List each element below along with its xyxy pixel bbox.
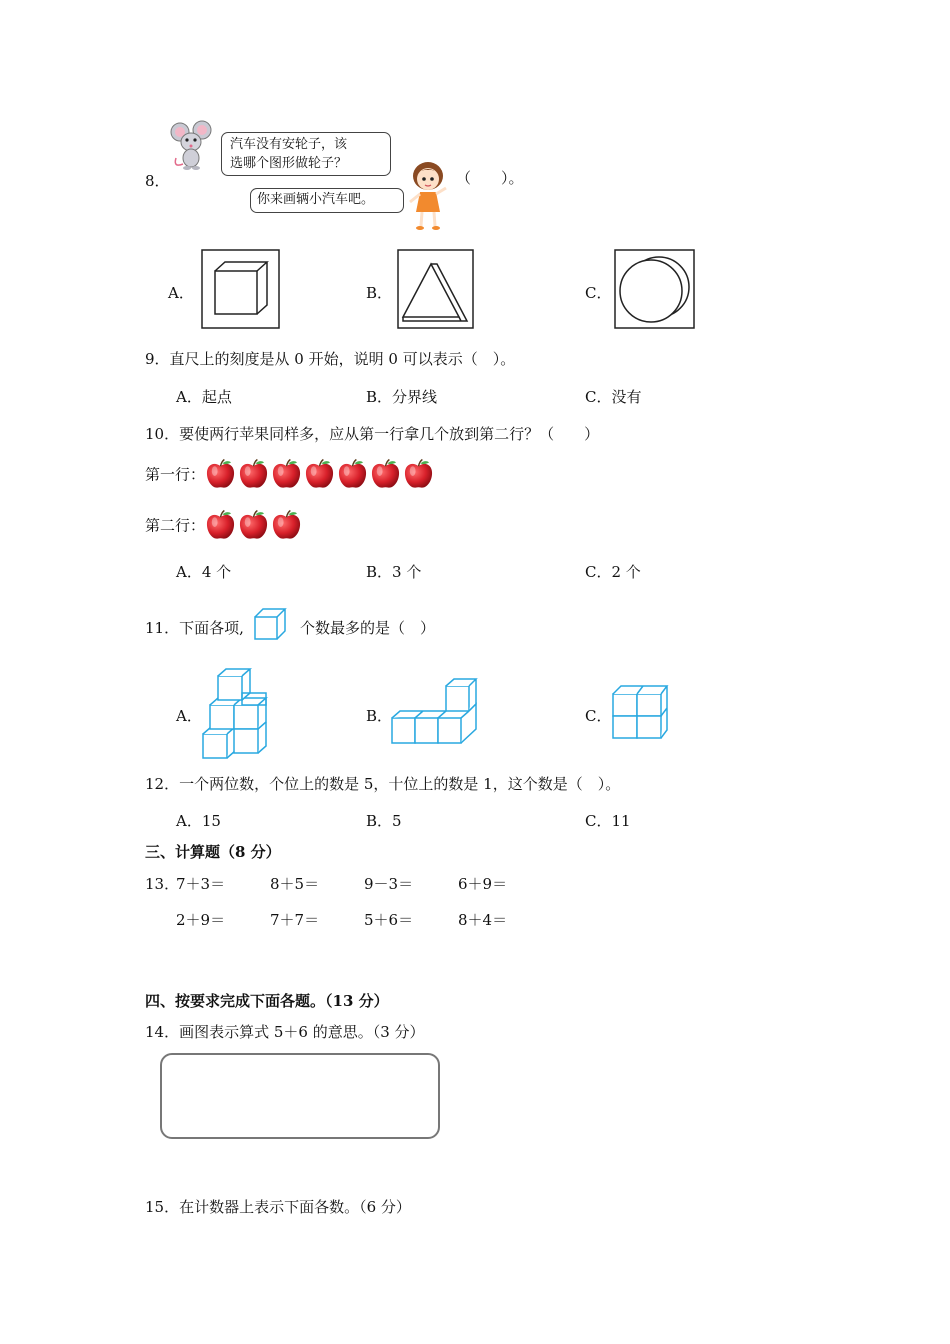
triangle-option-figure xyxy=(397,249,474,329)
q13-number: 13． xyxy=(145,875,180,893)
q8-option-b-label: B． xyxy=(366,284,393,302)
section-4-title: 四、按要求完成下面各题。（13 分） xyxy=(145,992,389,1010)
q9-text: 9．直尺上的刻度是从 0 开始，说明 0 可以表示（ ）。 xyxy=(145,350,516,368)
apple-row-1 xyxy=(145,458,436,490)
q10-option-a: A．4 个 xyxy=(176,563,232,581)
q8-option-a-label: A． xyxy=(168,284,194,302)
drawing-answer-box[interactable] xyxy=(160,1053,440,1139)
apple-icon xyxy=(403,458,434,490)
q11-text-after: 个数最多的是（ ） xyxy=(300,619,436,637)
apple-icon xyxy=(205,509,236,541)
q12-option-c: C．11 xyxy=(585,812,631,830)
mouse-illustration xyxy=(168,120,218,172)
girl-speech-bubble xyxy=(250,188,404,213)
calc-item: 5＋6＝ xyxy=(364,911,414,929)
calc-item: 9－3＝ xyxy=(364,875,414,893)
mouse-speech-bubble xyxy=(221,132,391,176)
q12-option-a: A．15 xyxy=(176,812,221,830)
row1-label: 第一行： xyxy=(145,465,206,484)
apple-icon xyxy=(304,458,335,490)
girl-speech-text: 你来画辆小汽车吧。 xyxy=(257,192,375,207)
apple-icon xyxy=(370,458,401,490)
calc-item: 7＋3＝ xyxy=(176,875,226,893)
cube-stack-a xyxy=(200,664,274,762)
q12-option-b: B．5 xyxy=(366,812,402,830)
small-cube-icon xyxy=(253,607,287,641)
cube-stack-c xyxy=(610,683,670,741)
apple-icon xyxy=(205,458,236,490)
calc-item: 2＋9＝ xyxy=(176,911,226,929)
mouse-speech-line1: 汽车没有安轮子，该 xyxy=(230,137,348,152)
calc-item: 8＋4＝ xyxy=(458,911,508,929)
q11-text-before: 11．下面各项, xyxy=(145,619,244,637)
q9-option-c: C．没有 xyxy=(585,388,642,406)
q8-answer-blank: （ ）。 xyxy=(456,169,524,187)
q11-option-b-label: B． xyxy=(366,707,393,725)
q9-option-b: B．分界线 xyxy=(366,388,438,406)
apple-icon xyxy=(337,458,368,490)
q14-text: 14．画图表示算式 5＋6 的意思。（3 分） xyxy=(145,1023,425,1041)
mouse-speech-line2: 选哪个图形做轮子？ xyxy=(230,156,348,171)
apple-icon xyxy=(271,458,302,490)
apple-icon xyxy=(238,509,269,541)
q9-option-a: A．起点 xyxy=(176,388,232,406)
apple-icon xyxy=(271,509,302,541)
q11-option-c-label: C． xyxy=(585,707,612,725)
q10-option-b: B．3 个 xyxy=(366,563,422,581)
q15-text: 15．在计数器上表示下面各数。（6 分） xyxy=(145,1198,411,1216)
cube-stack-b xyxy=(390,678,478,746)
q8-option-c-label: C． xyxy=(585,284,612,302)
row2-label: 第二行： xyxy=(145,516,206,535)
q8-number: 8． xyxy=(145,172,170,190)
section-3-title: 三、计算题（8 分） xyxy=(145,843,281,861)
calc-item: 8＋5＝ xyxy=(270,875,320,893)
apple-row-2 xyxy=(145,509,304,541)
q10-text: 10．要使两行苹果同样多，应从第一行拿几个放到第二行？（ ） xyxy=(145,425,600,443)
cube-option-figure xyxy=(201,249,280,329)
girl-illustration xyxy=(404,160,454,232)
calc-item: 6＋9＝ xyxy=(458,875,508,893)
calc-item: 7＋7＝ xyxy=(270,911,320,929)
q11-option-a-label: A． xyxy=(176,707,202,725)
q10-option-c: C．2 个 xyxy=(585,563,641,581)
q12-text: 12．一个两位数，个位上的数是 5，十位上的数是 1，这个数是（ ）。 xyxy=(145,775,621,793)
apple-icon xyxy=(238,458,269,490)
circle-option-figure xyxy=(614,249,695,329)
